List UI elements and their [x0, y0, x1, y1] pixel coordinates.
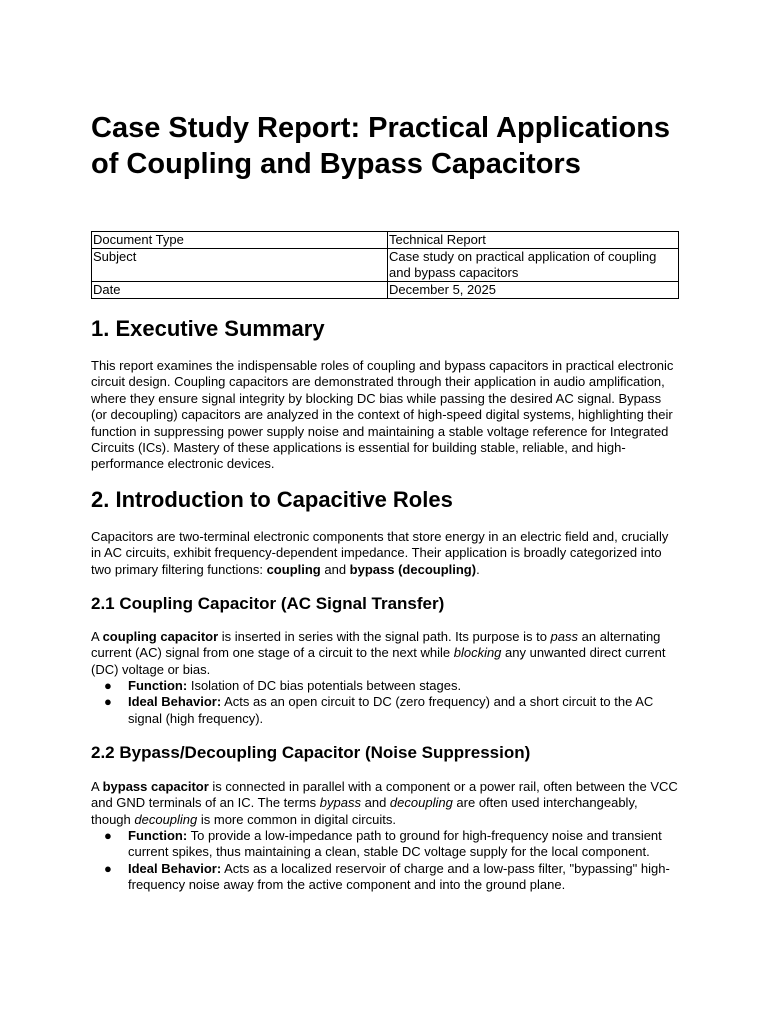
bullet-text: Isolation of DC bias potentials between stages.	[187, 678, 462, 693]
term-bypass: bypass	[319, 795, 361, 811]
bullet-label: Function:	[128, 678, 188, 693]
text-run: Capacitors are two-terminal electronic components that store energy in an electric field and, crucially in AC circuits, exhibit frequency-dependent impedance. Their application is broadly categorized into two primary filtering functions:	[91, 529, 669, 577]
list-item	[91, 828, 679, 861]
term-coupling: coupling	[266, 561, 321, 577]
table-value: December 5, 2025	[388, 282, 679, 299]
executive-summary-paragraph: This report examines the indispensable roles of coupling and bypass capacitors in practical electronic circuit design. Coupling capacitors are demonstrated through their application in audio amplification, where they ensure signal integrity by blocking DC bias while passing the desired AC signal. Bypass (or decoupling) capacitors are analyzed in the context of high-speed digital systems, highlighting their function in suppressing power supply noise and maintaining a stable voltage reference for Integrated Circuits (ICs). Mastery of these applications is essential for building stable, reliable, and high-performance electronic devices.	[91, 358, 674, 472]
text-run: is inserted in series with the signal path. Its purpose is to	[218, 629, 551, 644]
coupling-paragraph	[91, 629, 679, 678]
bullet-icon: ●	[104, 678, 112, 693]
text-run: A	[91, 629, 103, 644]
bullet-label: Ideal Behavior:	[128, 694, 222, 710]
text-run: and	[361, 795, 390, 811]
text-run: any unwanted direct current (DC) voltage or bias.	[91, 645, 666, 677]
section-heading-executive-summary: 1. Executive Summary	[91, 316, 325, 341]
bullet-icon: ●	[104, 694, 112, 710]
text-run: are often used interchangeably, though	[91, 795, 638, 827]
table-value: Technical Report	[388, 232, 679, 249]
list-item	[91, 861, 679, 894]
bypass-bullet-list	[91, 828, 679, 894]
text-run: is more common in digital circuits.	[197, 811, 396, 827]
term-blocking: blocking	[453, 645, 502, 661]
term-coupling-capacitor: coupling capacitor	[102, 629, 219, 644]
term-decoupling: decoupling	[389, 795, 453, 811]
table-key: Document Type	[92, 232, 388, 249]
bullet-text: Acts as an open circuit to DC (zero frequency) and a short circuit to the AC signal (high frequency).	[128, 694, 654, 726]
introduction-paragraph	[91, 529, 679, 578]
text-run: .	[476, 561, 480, 577]
text-run: an alternating current (AC) signal from one stage of a circuit to the next while	[91, 629, 661, 661]
table-row	[92, 282, 679, 299]
table-key: Subject	[92, 249, 388, 282]
text-run: is connected in parallel with a component or a power rail, often between the VCC and GND terminals of an IC. The terms	[91, 779, 678, 811]
list-item	[91, 678, 679, 694]
bullet-label: Ideal Behavior:	[128, 860, 222, 876]
bypass-paragraph	[91, 779, 679, 828]
bullet-text: Acts as a localized reservoir of charge and a low-pass filter, "bypassing" high-frequency noise away from the active component and into the ground plane.	[128, 860, 670, 893]
text-run: A	[91, 779, 103, 794]
bullet-icon: ●	[104, 860, 112, 876]
bullet-label: Function:	[128, 828, 188, 843]
list-item	[91, 694, 679, 727]
table-value: Case study on practical application of coupling and bypass capacitors	[388, 249, 679, 282]
table-key: Date	[92, 282, 388, 299]
text-run: and	[320, 561, 350, 577]
section-heading-introduction: 2. Introduction to Capacitive Roles	[91, 487, 453, 512]
term-bypass-capacitor: bypass capacitor	[102, 779, 209, 794]
bullet-text: To provide a low-impedance path to ground for high-frequency noise and transient current spikes, thus maintaining a clean, stable DC voltage supply for the local component.	[128, 828, 662, 860]
subsection-heading-coupling: 2.1 Coupling Capacitor (AC Signal Transfer)	[91, 594, 445, 613]
table-row	[92, 249, 679, 282]
table-row	[92, 232, 679, 249]
term-decoupling: decoupling	[134, 811, 198, 827]
subsection-heading-bypass: 2.2 Bypass/Decoupling Capacitor (Noise Suppression)	[91, 743, 531, 762]
metadata-table	[91, 231, 679, 299]
term-pass: pass	[550, 629, 579, 644]
coupling-bullet-list	[91, 678, 679, 727]
bullet-icon: ●	[104, 828, 112, 843]
page-title: Case Study Report: Practical Applications of Coupling and Bypass Capacitors	[91, 112, 671, 180]
term-bypass: bypass (decoupling)	[349, 561, 477, 577]
